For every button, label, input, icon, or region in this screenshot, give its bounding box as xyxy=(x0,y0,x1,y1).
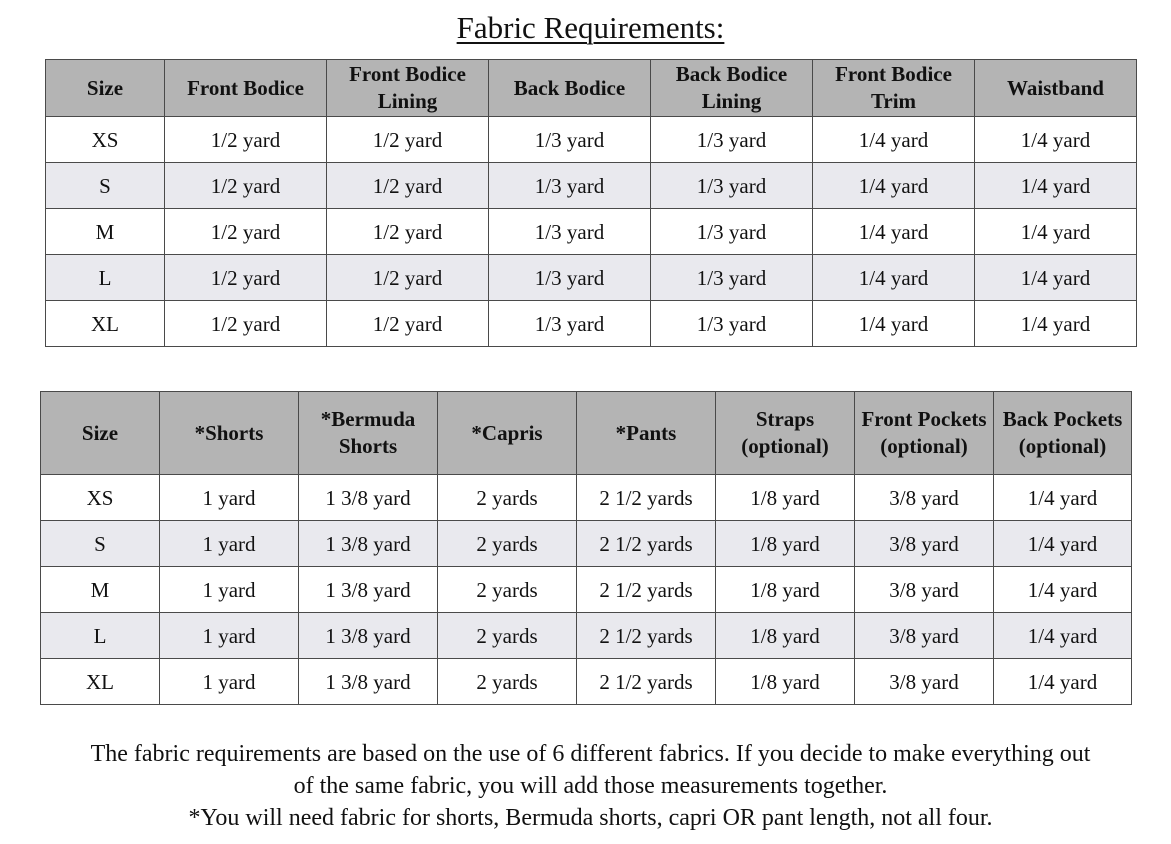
table-cell: 3/8 yard xyxy=(855,475,994,521)
table-row xyxy=(46,117,1137,163)
table-cell: 1/8 yard xyxy=(716,475,855,521)
table-cell: 1 yard xyxy=(160,659,299,705)
column-header-bermuda-shorts: *Bermuda Shorts xyxy=(299,392,438,475)
table-cell: 2 yards xyxy=(438,613,577,659)
table-cell: 1/4 yard xyxy=(994,475,1132,521)
table-cell: 1 3/8 yard xyxy=(299,475,438,521)
column-header-front-bodice-lining: Front Bodice Lining xyxy=(327,60,489,117)
column-header-pants: *Pants xyxy=(577,392,716,475)
table-cell: 1/2 yard xyxy=(165,209,327,255)
table-cell: 1/8 yard xyxy=(716,521,855,567)
table-row xyxy=(41,475,1132,521)
table-cell: 1/3 yard xyxy=(489,163,651,209)
size-cell: M xyxy=(46,209,165,255)
table-cell: 2 yards xyxy=(438,659,577,705)
table-cell: 1/4 yard xyxy=(813,255,975,301)
column-header-waistband: Waistband xyxy=(975,60,1137,117)
table-cell: 1/3 yard xyxy=(489,209,651,255)
table-cell: 1/3 yard xyxy=(489,255,651,301)
table-cell: 1/8 yard xyxy=(716,567,855,613)
table-cell: 1/8 yard xyxy=(716,613,855,659)
column-header-back-bodice: Back Bodice xyxy=(489,60,651,117)
size-cell: S xyxy=(41,521,160,567)
table-cell: 1/2 yard xyxy=(327,163,489,209)
footnote-line: *You will need fabric for shorts, Bermuda shorts, capri OR pant length, not all four. xyxy=(188,805,993,831)
table-cell: 1/3 yard xyxy=(651,163,813,209)
size-cell: M xyxy=(41,567,160,613)
table-cell: 1/2 yard xyxy=(327,301,489,347)
table-cell: 1/4 yard xyxy=(975,301,1137,347)
table-cell: 1/2 yard xyxy=(327,209,489,255)
table-cell: 3/8 yard xyxy=(855,521,994,567)
table-cell: 1 yard xyxy=(160,613,299,659)
table-cell: 1/8 yard xyxy=(716,659,855,705)
column-header-shorts: *Shorts xyxy=(160,392,299,475)
table-cell: 1 3/8 yard xyxy=(299,567,438,613)
column-header-capris: *Capris xyxy=(438,392,577,475)
table-cell: 1/4 yard xyxy=(994,613,1132,659)
table-cell: 1/4 yard xyxy=(975,255,1137,301)
footnote-line: of the same fabric, you will add those measurements together. xyxy=(293,773,888,799)
table-cell: 3/8 yard xyxy=(855,567,994,613)
table-row xyxy=(41,567,1132,613)
table-cell: 1/4 yard xyxy=(994,521,1132,567)
table-cell: 1 3/8 yard xyxy=(299,659,438,705)
table-cell: 1/2 yard xyxy=(165,301,327,347)
size-cell: XS xyxy=(41,475,160,521)
table-cell: 1 3/8 yard xyxy=(299,521,438,567)
table-cell: 2 1/2 yards xyxy=(577,613,716,659)
column-header-front-bodice: Front Bodice xyxy=(165,60,327,117)
size-cell: XS xyxy=(46,117,165,163)
table-cell: 1/3 yard xyxy=(651,255,813,301)
table-cell: 1/4 yard xyxy=(994,659,1132,705)
bottoms-fabric-table xyxy=(40,391,1132,705)
size-cell: XL xyxy=(41,659,160,705)
table-cell: 1/4 yard xyxy=(994,567,1132,613)
size-cell: L xyxy=(41,613,160,659)
table-cell: 2 yards xyxy=(438,475,577,521)
column-header-back-pockets: Back Pockets (optional) xyxy=(994,392,1132,475)
table-cell: 1/4 yard xyxy=(813,301,975,347)
footnote-line: The fabric requirements are based on the use of 6 different fabrics. If you decide to make everything out xyxy=(90,741,1091,767)
page-title: Fabric Requirements: xyxy=(456,10,725,45)
column-header-front-pockets: Front Pockets (optional) xyxy=(855,392,994,475)
table-cell: 1/4 yard xyxy=(975,117,1137,163)
table-cell: 1 yard xyxy=(160,567,299,613)
table-cell: 1/3 yard xyxy=(651,117,813,163)
table-cell: 1/3 yard xyxy=(651,301,813,347)
table-cell: 2 1/2 yards xyxy=(577,475,716,521)
column-header-size: Size xyxy=(46,60,165,117)
column-header-size: Size xyxy=(41,392,160,475)
table-row xyxy=(46,163,1137,209)
table-cell: 1/2 yard xyxy=(327,117,489,163)
table-cell: 1/3 yard xyxy=(651,209,813,255)
footnotes xyxy=(0,738,1171,834)
table-row xyxy=(46,255,1137,301)
table-header-row xyxy=(41,392,1132,475)
column-header-front-bodice-trim: Front Bodice Trim xyxy=(813,60,975,117)
table-cell: 1/2 yard xyxy=(165,163,327,209)
size-cell: S xyxy=(46,163,165,209)
table-cell: 1/2 yard xyxy=(165,255,327,301)
table-row xyxy=(41,613,1132,659)
size-cell: L xyxy=(46,255,165,301)
table-cell: 1/4 yard xyxy=(813,163,975,209)
table-cell: 1/4 yard xyxy=(975,209,1137,255)
table-cell: 2 1/2 yards xyxy=(577,659,716,705)
table-cell: 1/3 yard xyxy=(489,301,651,347)
table-cell: 1/4 yard xyxy=(813,209,975,255)
table-row xyxy=(41,521,1132,567)
table-cell: 1/4 yard xyxy=(813,117,975,163)
table-row xyxy=(46,301,1137,347)
table-cell: 1/3 yard xyxy=(489,117,651,163)
column-header-straps: Straps (optional) xyxy=(716,392,855,475)
table-cell: 2 1/2 yards xyxy=(577,567,716,613)
table-cell: 2 yards xyxy=(438,521,577,567)
table-cell: 1/4 yard xyxy=(975,163,1137,209)
table-cell: 1/2 yard xyxy=(327,255,489,301)
bodice-fabric-table xyxy=(45,59,1137,347)
table-cell: 2 1/2 yards xyxy=(577,521,716,567)
table-cell: 1/2 yard xyxy=(165,117,327,163)
table-cell: 2 yards xyxy=(438,567,577,613)
size-cell: XL xyxy=(46,301,165,347)
table-row xyxy=(41,659,1132,705)
table-cell: 3/8 yard xyxy=(855,659,994,705)
table-cell: 3/8 yard xyxy=(855,613,994,659)
table-header-row xyxy=(46,60,1137,117)
table-cell: 1 yard xyxy=(160,475,299,521)
table-cell: 1 3/8 yard xyxy=(299,613,438,659)
column-header-back-bodice-lining: Back Bodice Lining xyxy=(651,60,813,117)
table-cell: 1 yard xyxy=(160,521,299,567)
table-row xyxy=(46,209,1137,255)
